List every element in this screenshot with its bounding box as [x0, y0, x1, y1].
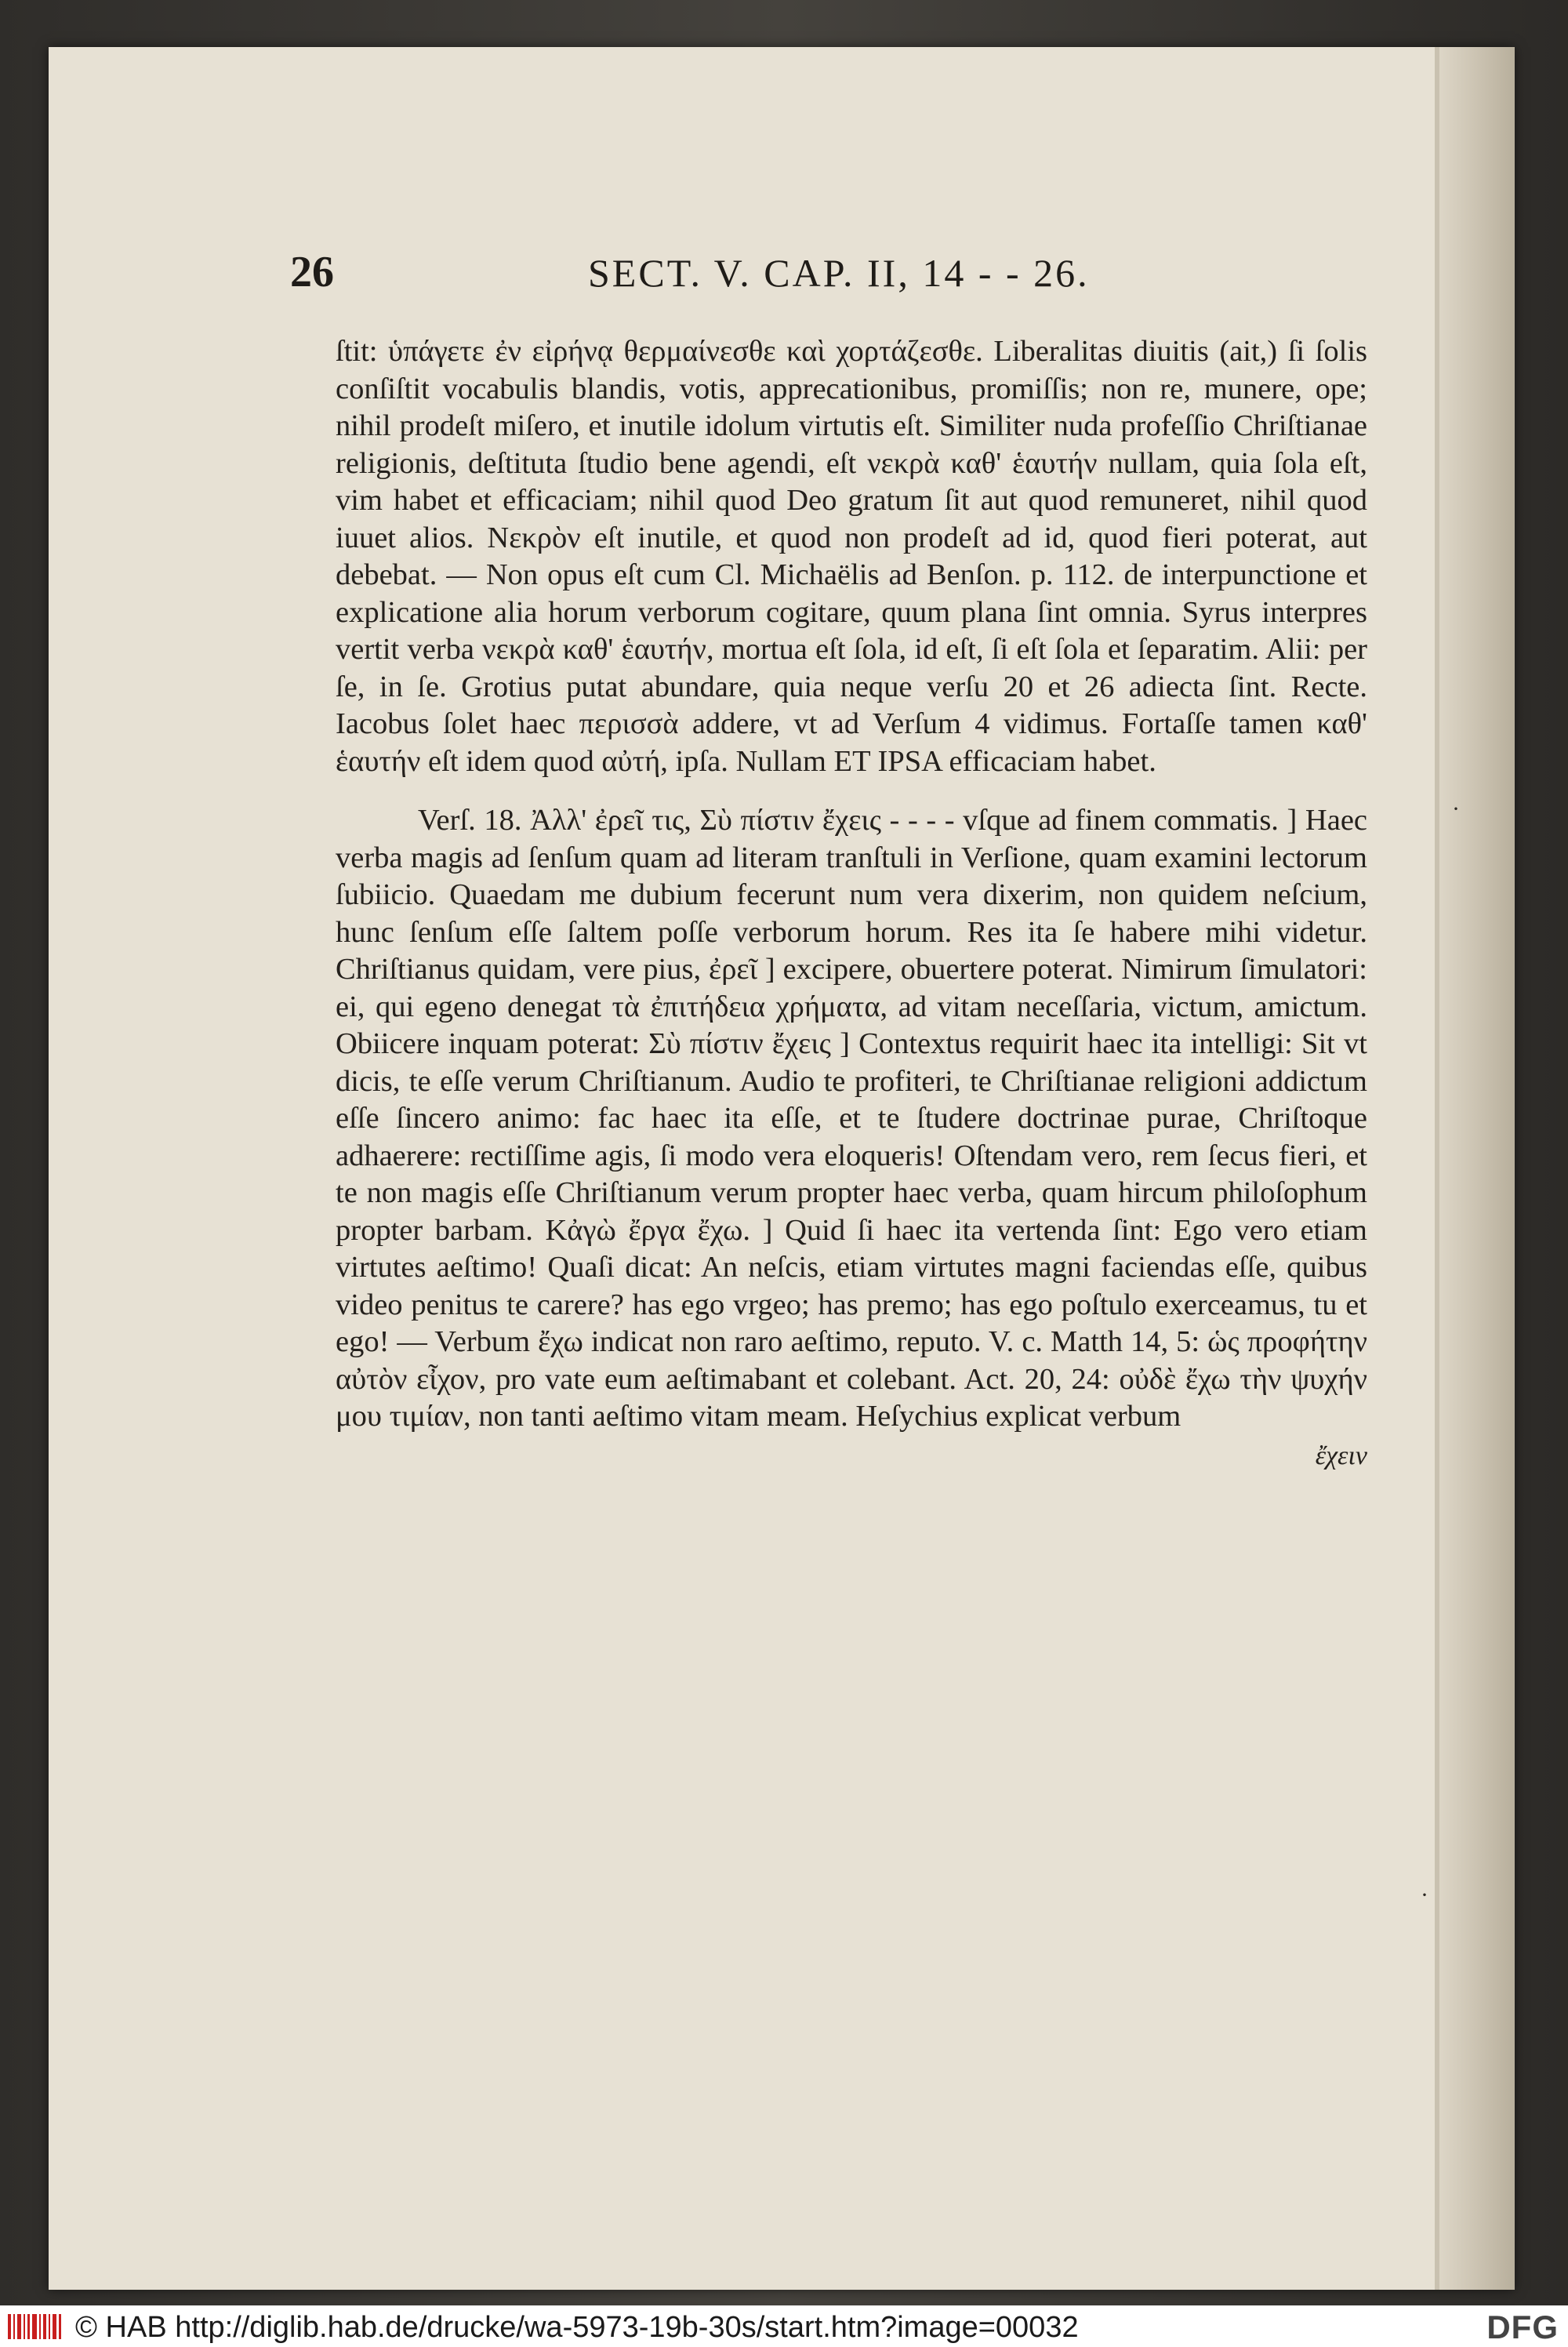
- catchword: ἔχειν: [1315, 1441, 1367, 1470]
- margin-mark: ·: [1452, 796, 1460, 822]
- section-heading: SECT. V. CAP. II, 14 - - 26.: [588, 251, 1090, 295]
- footer-bar: [0, 2305, 1568, 2347]
- page-number: 26: [290, 248, 334, 296]
- citation-link[interactable]: © HAB http://diglib.hab.de/drucke/wa-5973-19b-30s/start.htm?image=00032: [75, 2311, 1079, 2344]
- dfg-logo: DFG: [1486, 2309, 1559, 2345]
- barcode-icon: [8, 2314, 64, 2339]
- margin-mark: ·: [1421, 1882, 1428, 1908]
- paragraph-1: ſtit: ὑπάγετε ἐν εἰρήνᾳ θερμαίνεσθε καὶ χορτάζεσθε. Liberalitas diuitis (ait,) ſi ſolis conſiſtit vocabulis blandis, votis, apprecationibus, promiſſis; non re, munere, ope; nihil prodeſt miſero, et inutile idolum virtutis eſt. Similiter nuda profeſſio Chriſtianae religionis, deſtituta ſtudio bene agendi, eſt νεκρὰ καθ' ἑαυτήν nullam, quia ſola eſt, vim habet et efficaciam; nihil quod Deo gratum ſit aut quod remuneret, nihil quod iuuet alios. Νεκρὸν eſt inutile, et quod non prodeſt ad id, quod fieri poterat, aut debebat. — Non opus eſt cum Cl. Michaëlis ad Benſon. p. 112. de interpunctione et explicatione alia horum verborum cogitare, quum plana ſint omnia. Syrus interpres vertit verba νεκρὰ καθ' ἑαυτήν, mortua eſt ſola, id eſt, ſi eſt ſola et ſeparatim. Alii: per ſe, in ſe. Grotius putat abundare, quia neque verſu 20 et 26 adiecta ſint. Recte. Iacobus ſolet haec περισσὰ addere, vt ad Verſum 4 vidimus. Fortaſſe tamen καθ' ἑαυτήν eſt idem quod αὐτή, ipſa. Nullam ET IPSA efficaciam habet.: [336, 335, 1367, 778]
- body-text: [336, 333, 1367, 1474]
- page-edge: [1439, 47, 1515, 2290]
- running-head: [290, 247, 1396, 310]
- paragraph-2: Verſ. 18. Ἀλλ' ἐρεῖ τις, Σὺ πίστιν ἔχεις - - - - vſque ad finem commatis. ] Haec verba magis ad ſenſum quam ad literam tranſtuli in Verſione, quam examini lectorum ſubiicio. Quaedam me dubium fecerunt num vera dixerim, non quidem neſcium, hunc ſenſum eſſe ſaltem poſſe verborum horum. Res ita ſe habere mihi videtur. Chriſtianus quidam, vere pius, ἐρεῖ ] excipere, obuertere poterat. Nimirum ſimulatori: ei, qui egeno denegat τὰ ἐπιτήδεια χρήματα, ad vitam neceſſaria, victum, amictum. Obiicere inquam poterat: Σὺ πίστιν ἔχεις ] Contextus requirit haec ita intelligi: Sit vt dicis, te eſſe verum Chriſtianum. Audio te profiteri, te Chriſtianae religioni addictum eſſe ſincero animo: fac haec ita eſſe, et te ſtudere doctrinae purae, Chriſtoque adhaerere: rectiſſime agis, ſi modo vera eloqueris! Oſtendam vero, rem ſecus fieri, et te non magis eſſe Chriſtianum verum propter haec verba, quam hircum philoſophum propter barbam. Κἀγὼ ἔργα ἔχω. ] Quid ſi haec ita vertenda ſint: Ego vero etiam virtutes aeſtimo! Quaſi dicat: An neſcis, etiam virtutes magni faciendas eſſe, quibus video penitus te carere? has ego vrgeo; has premo; has ego poſtulo exerceamus, tu et ego! — Verbum ἔχω indicat non raro aeſtimo, reputo. V. c. Matth 14, 5: ὡς προφήτην αὐτὸν εἶχον, pro vate eum aeſtimabant et colebant. Act. 20, 24: οὐδὲ ἔχω τὴν ψυχήν μου τιμίαν, non tanti aeſtimo vitam meam. Heſychius explicat verbum: [336, 804, 1367, 1433]
